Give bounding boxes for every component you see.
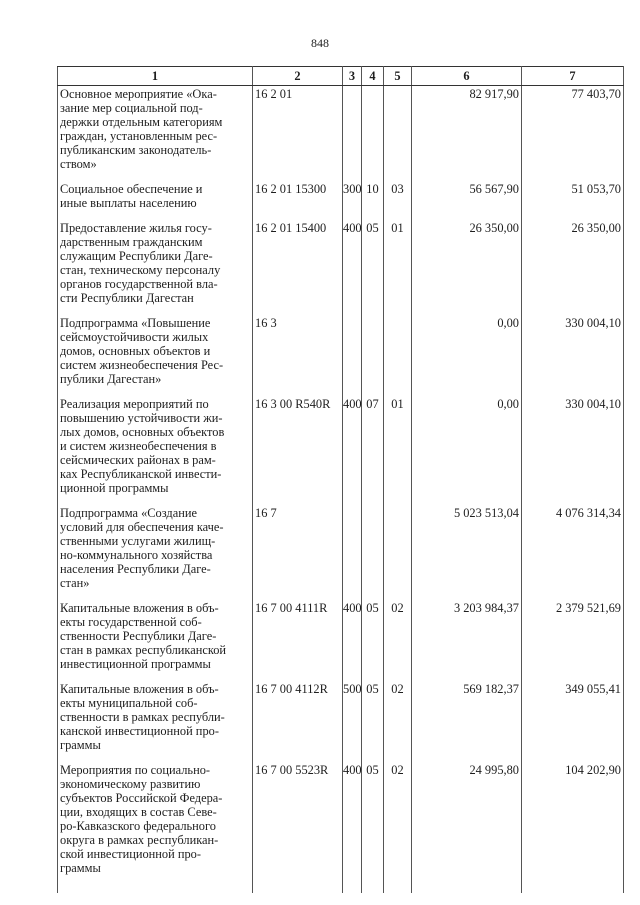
column-header: 7 bbox=[522, 67, 624, 86]
row-col4-cell: 05 bbox=[362, 600, 384, 681]
row-col4-cell: 05 bbox=[362, 681, 384, 762]
row-value7-cell: 77 403,70 bbox=[522, 86, 624, 182]
row-col5-cell: 01 bbox=[384, 396, 412, 505]
row-col5-cell: 01 bbox=[384, 220, 412, 315]
row-name-cell: Подпрограмма «Создание условий для обеспечения каче- ственными услугами жилищ- но-коммунального хозяйства населения Республики Даге- стан» bbox=[58, 505, 253, 600]
row-col4-cell: 10 bbox=[362, 181, 384, 220]
column-header: 2 bbox=[253, 67, 343, 86]
table-row bbox=[58, 181, 624, 220]
row-value7-cell: 4 076 314,34 bbox=[522, 505, 624, 600]
row-name-cell: Социальное обеспечение и иные выплаты населению bbox=[58, 181, 253, 220]
row-code-cell: 16 3 00 R540R bbox=[253, 396, 343, 505]
column-header: 3 bbox=[343, 67, 362, 86]
row-value7-cell: 2 379 521,69 bbox=[522, 600, 624, 681]
table-header-row bbox=[58, 67, 624, 86]
row-value6-cell: 26 350,00 bbox=[412, 220, 522, 315]
row-col5-cell bbox=[384, 86, 412, 182]
row-col3-cell: 400 bbox=[343, 600, 362, 681]
row-value6-cell: 0,00 bbox=[412, 396, 522, 505]
row-value6-cell: 3 203 984,37 bbox=[412, 600, 522, 681]
row-col3-cell: 400 bbox=[343, 762, 362, 893]
row-col5-cell bbox=[384, 505, 412, 600]
row-value6-cell: 24 995,80 bbox=[412, 762, 522, 893]
table-row bbox=[58, 396, 624, 505]
row-name-cell: Капитальные вложения в объ- екты муниципальной соб- ственности в рамках республи- канской инвестиционной про- граммы bbox=[58, 681, 253, 762]
row-code-cell: 16 3 bbox=[253, 315, 343, 396]
row-col3-cell: 500 bbox=[343, 681, 362, 762]
row-col3-cell bbox=[343, 86, 362, 182]
row-value7-cell: 349 055,41 bbox=[522, 681, 624, 762]
row-col4-cell: 05 bbox=[362, 220, 384, 315]
row-name-cell: Мероприятия по социально- экономическому развитию субъектов Российской Федера- ции, входящих в состав Севе- ро-Кавказского федерального округа в рамках республикан- ской инвестиционной про- граммы bbox=[58, 762, 253, 893]
row-value6-cell: 569 182,37 bbox=[412, 681, 522, 762]
row-name-cell: Реализация мероприятий по повышению устойчивости жи- лых домов, основных объектов и систем жизнеобеспечения в сейсмических районах в рам- ках Республиканской инвести- ционной программы bbox=[58, 396, 253, 505]
table-row bbox=[58, 86, 624, 182]
table-row bbox=[58, 681, 624, 762]
budget-table bbox=[57, 66, 624, 893]
row-value7-cell: 330 004,10 bbox=[522, 396, 624, 505]
table-row bbox=[58, 505, 624, 600]
row-code-cell: 16 7 00 4112R bbox=[253, 681, 343, 762]
table-row bbox=[58, 600, 624, 681]
row-code-cell: 16 2 01 15300 bbox=[253, 181, 343, 220]
row-value7-cell: 51 053,70 bbox=[522, 181, 624, 220]
row-col5-cell bbox=[384, 315, 412, 396]
table-row bbox=[58, 762, 624, 893]
table-row bbox=[58, 315, 624, 396]
row-col3-cell: 300 bbox=[343, 181, 362, 220]
page-number: 848 bbox=[311, 36, 329, 50]
row-col4-cell bbox=[362, 505, 384, 600]
row-col4-cell bbox=[362, 315, 384, 396]
row-value6-cell: 82 917,90 bbox=[412, 86, 522, 182]
row-code-cell: 16 7 00 5523R bbox=[253, 762, 343, 893]
row-col3-cell: 400 bbox=[343, 396, 362, 505]
row-name-cell: Подпрограмма «Повышение сейсмоустойчивости жилых домов, основных объектов и систем жизнеобеспечения Рес- публики Дагестан» bbox=[58, 315, 253, 396]
row-code-cell: 16 7 00 4111R bbox=[253, 600, 343, 681]
column-header: 6 bbox=[412, 67, 522, 86]
row-value6-cell: 5 023 513,04 bbox=[412, 505, 522, 600]
row-code-cell: 16 7 bbox=[253, 505, 343, 600]
row-col5-cell: 03 bbox=[384, 181, 412, 220]
row-value7-cell: 26 350,00 bbox=[522, 220, 624, 315]
row-col3-cell: 400 bbox=[343, 220, 362, 315]
column-header: 1 bbox=[58, 67, 253, 86]
row-col5-cell: 02 bbox=[384, 762, 412, 893]
row-name-cell: Капитальные вложения в объ- екты государственной соб- ственности Республики Даге- стан в рамках республиканской инвестиционной программы bbox=[58, 600, 253, 681]
row-col3-cell bbox=[343, 505, 362, 600]
row-col4-cell: 07 bbox=[362, 396, 384, 505]
row-code-cell: 16 2 01 15400 bbox=[253, 220, 343, 315]
column-header: 5 bbox=[384, 67, 412, 86]
row-code-cell: 16 2 01 bbox=[253, 86, 343, 182]
row-value6-cell: 56 567,90 bbox=[412, 181, 522, 220]
row-name-cell: Основное мероприятие «Ока- зание мер социальной под- держки отдельным категориям граждан, установленным рес- публиканским законодатель- ством» bbox=[58, 86, 253, 182]
row-col4-cell: 05 bbox=[362, 762, 384, 893]
row-col5-cell: 02 bbox=[384, 681, 412, 762]
row-col3-cell bbox=[343, 315, 362, 396]
row-name-cell: Предоставление жилья госу- дарственным гражданским служащим Республики Даге- стан, техническому персоналу органов государственной вла- сти Республики Дагестан bbox=[58, 220, 253, 315]
table-row bbox=[58, 220, 624, 315]
row-value7-cell: 330 004,10 bbox=[522, 315, 624, 396]
column-header: 4 bbox=[362, 67, 384, 86]
row-value6-cell: 0,00 bbox=[412, 315, 522, 396]
row-col5-cell: 02 bbox=[384, 600, 412, 681]
row-value7-cell: 104 202,90 bbox=[522, 762, 624, 893]
row-col4-cell bbox=[362, 86, 384, 182]
